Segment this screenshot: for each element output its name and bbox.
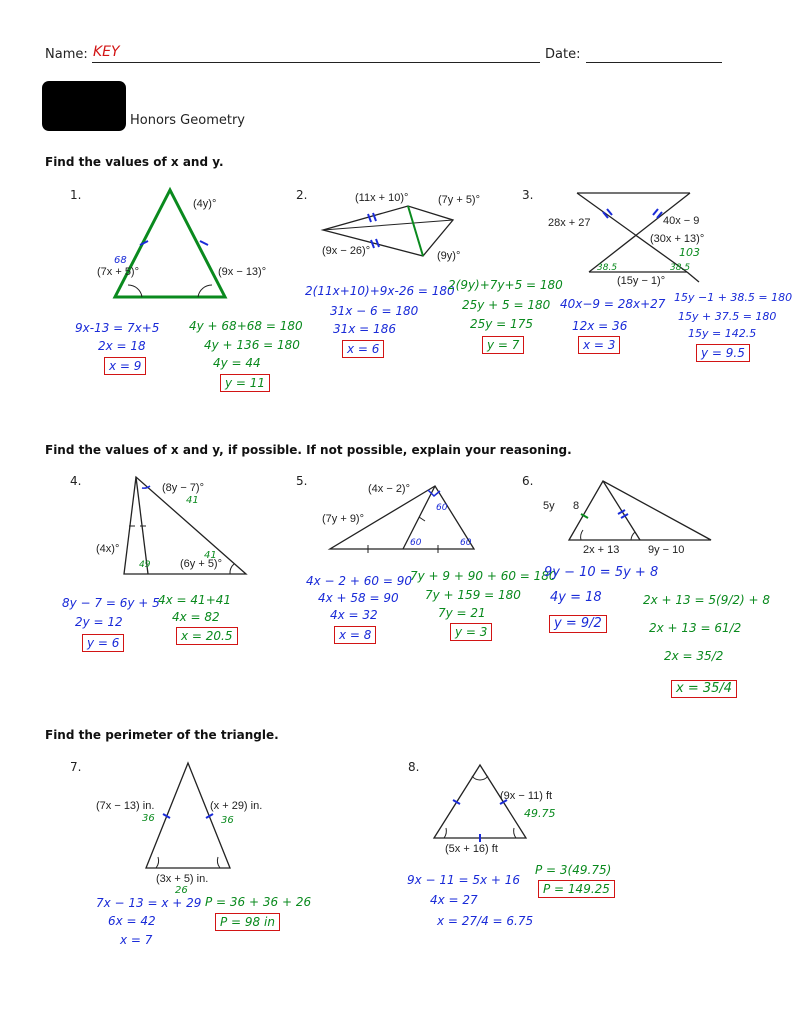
p7-work-perimeter: P = 36 + 36 + 26 bbox=[205, 895, 312, 909]
name-value: KEY bbox=[93, 44, 120, 60]
p3-work-x2: 12x = 36 bbox=[572, 319, 628, 333]
p4-note-41-top: 41 bbox=[186, 495, 199, 506]
date-label: Date: bbox=[545, 47, 581, 62]
p5-work-y1: 7y + 9 + 90 + 60 = 180 bbox=[410, 569, 557, 583]
p5-note-60-mid: 60 bbox=[410, 538, 422, 548]
p1-label-left: (7x + 5)° bbox=[97, 266, 139, 278]
p6-work-x3: 2x = 35/2 bbox=[664, 649, 724, 663]
p1-note-68: 68 bbox=[114, 255, 127, 266]
p4-answer-y: y = 6 bbox=[82, 634, 124, 652]
p4-work-y2: 2y = 12 bbox=[75, 615, 123, 629]
p8-label-right: (9x − 11) ft bbox=[500, 790, 553, 802]
p4-answer-x: x = 20.5 bbox=[176, 627, 238, 645]
p5-work-y2: 7y + 159 = 180 bbox=[425, 588, 521, 602]
p6-label-8: 8 bbox=[573, 500, 580, 512]
p7-work-1: 7x − 13 = x + 29 bbox=[96, 896, 202, 910]
p4-label-right: (6y + 5)° bbox=[180, 558, 222, 570]
p8-work-1: 9x − 11 = 5x + 16 bbox=[407, 873, 521, 887]
p8-note-4975: 49.75 bbox=[524, 807, 556, 820]
p3-work-x1: 40x−9 = 28x+27 bbox=[560, 297, 666, 311]
section-2-heading: Find the values of x and y, if possible. If not possible, explain your reasoning. bbox=[45, 443, 572, 457]
p8-work-3: x = 27/4 = 6.75 bbox=[437, 914, 534, 928]
p3-label-right: 40x − 9 bbox=[663, 215, 700, 227]
p8-answer: P = 149.25 bbox=[538, 880, 615, 898]
p6-cevian bbox=[603, 481, 640, 540]
course-title: Honors Geometry bbox=[130, 113, 245, 128]
p4-number: 4. bbox=[70, 474, 82, 488]
p3-work-y2: 15y + 37.5 = 180 bbox=[678, 310, 777, 323]
p3-label-bottom: (15y − 1)° bbox=[617, 275, 666, 287]
p8-label-bottom: (5x + 16) ft bbox=[445, 843, 498, 855]
p1-arc-right bbox=[198, 285, 212, 297]
p1-label-right: (9x − 13)° bbox=[218, 266, 267, 278]
p3-note-385b: 38.5 bbox=[670, 263, 691, 273]
p7-note-36-left: 36 bbox=[142, 813, 155, 824]
p3-work-y1: 15y −1 + 38.5 = 180 bbox=[674, 291, 792, 304]
p4-label-left: (4x)° bbox=[96, 543, 120, 555]
p2-work-y3: 25y = 175 bbox=[470, 317, 533, 331]
p7-note-36-right: 36 bbox=[221, 815, 234, 826]
p4-label-top: (8y − 7)° bbox=[162, 482, 204, 494]
p7-answer: P = 98 in bbox=[215, 913, 280, 931]
p6-label-bottom-right: 9y − 10 bbox=[648, 544, 685, 556]
p5-answer-x: x = 8 bbox=[334, 626, 376, 644]
p5-work-x1: 4x − 2 + 60 = 90 bbox=[306, 574, 412, 588]
p6-label-5y: 5y bbox=[543, 500, 555, 512]
p6-answer-y: y = 9/2 bbox=[549, 615, 607, 633]
p7-label-bottom: (3x + 5) in. bbox=[156, 873, 209, 885]
p6-work-y2: 4y = 18 bbox=[550, 590, 602, 605]
redacted-block bbox=[42, 81, 126, 131]
p8-work-perimeter: P = 3(49.75) bbox=[535, 863, 612, 877]
p8-number: 8. bbox=[408, 760, 420, 774]
p4-work-x2: 4x = 82 bbox=[172, 610, 220, 624]
p7-work-3: x = 7 bbox=[120, 933, 153, 947]
p1-triangle-figure bbox=[80, 185, 280, 305]
name-label: Name: bbox=[45, 47, 88, 62]
p2-work-x1: 2(11x+10)+9x-26 = 180 bbox=[305, 284, 455, 298]
p6-label-bottom-left: 2x + 13 bbox=[583, 544, 620, 556]
p6-work-y1: 9y − 10 = 5y + 8 bbox=[544, 565, 659, 580]
p3-answer-x: x = 3 bbox=[578, 336, 620, 354]
p1-work-y2: 4y + 136 = 180 bbox=[204, 338, 300, 352]
p2-label-bottom-right: (9y)° bbox=[437, 250, 461, 262]
p5-answer-y: y = 3 bbox=[450, 623, 492, 641]
p1-tick-right bbox=[200, 241, 208, 245]
p3-note-103: 103 bbox=[679, 246, 700, 259]
p4-work-x1: 4x = 41+41 bbox=[158, 593, 232, 607]
p2-work-x3: 31x = 186 bbox=[333, 322, 396, 336]
section-3-heading: Find the perimeter of the triangle. bbox=[45, 728, 279, 742]
p1-work-x1: 9x-13 = 7x+5 bbox=[75, 321, 160, 335]
p5-note-60-right: 60 bbox=[460, 538, 472, 548]
p3-note-385a: 38.5 bbox=[597, 263, 618, 273]
p4-work-y1: 8y − 7 = 6y + 5 bbox=[62, 596, 160, 610]
p5-work-x3: 4x = 32 bbox=[330, 608, 378, 622]
p1-answer-y: y = 11 bbox=[220, 374, 270, 392]
p5-number: 5. bbox=[296, 474, 308, 488]
p7-note-26: 26 bbox=[175, 885, 188, 896]
p2-answer-y: y = 7 bbox=[482, 336, 524, 354]
p2-work-y2: 25y + 5 = 180 bbox=[462, 298, 551, 312]
p8-work-2: 4x = 27 bbox=[430, 893, 478, 907]
p3-label-angle: (30x + 13)° bbox=[650, 233, 705, 245]
p6-answer-x: x = 35/4 bbox=[671, 680, 737, 698]
p5-label-left: (7y + 9)° bbox=[322, 513, 364, 525]
p6-triangle-figure bbox=[565, 478, 715, 543]
p5-work-x2: 4x + 58 = 90 bbox=[318, 591, 399, 605]
p2-label-top-left: (11x + 10)° bbox=[355, 192, 409, 204]
p2-answer-x: x = 6 bbox=[342, 340, 384, 358]
p3-label-left: 28x + 27 bbox=[548, 217, 591, 229]
p6-work-x1: 2x + 13 = 5(9/2) + 8 bbox=[643, 593, 771, 607]
p2-work-y1: 2(9y)+7y+5 = 180 bbox=[448, 278, 563, 292]
p5-note-60-top: 60 bbox=[436, 503, 448, 513]
p7-label-left: (7x − 13) in. bbox=[96, 800, 155, 812]
p2-work-x2: 31x − 6 = 180 bbox=[330, 304, 419, 318]
p2-label-top-right: (7y + 5)° bbox=[438, 194, 480, 206]
name-line bbox=[92, 62, 540, 63]
p2-label-bottom-left: (9x − 26)° bbox=[322, 245, 371, 257]
p3-answer-y: y = 9.5 bbox=[696, 344, 750, 362]
p5-label-top: (4x − 2)° bbox=[368, 483, 410, 495]
p6-number: 6. bbox=[522, 474, 534, 488]
p2-diagonal-2 bbox=[408, 206, 423, 256]
p4-note-49: 49 bbox=[139, 560, 151, 570]
p7-number: 7. bbox=[70, 760, 82, 774]
p1-arc-left bbox=[128, 285, 142, 297]
p3-number: 3. bbox=[522, 188, 534, 202]
p7-label-right: (x + 29) in. bbox=[210, 800, 263, 812]
p1-work-y1: 4y + 68+68 = 180 bbox=[189, 319, 303, 333]
p1-label-top: (4y)° bbox=[193, 198, 217, 210]
p8-triangle-figure bbox=[430, 762, 530, 842]
date-line bbox=[586, 62, 722, 63]
p1-work-y3: 4y = 44 bbox=[213, 356, 261, 370]
p4-note-41-right: 41 bbox=[204, 550, 217, 561]
p7-work-2: 6x = 42 bbox=[108, 914, 156, 928]
section-1-heading: Find the values of x and y. bbox=[45, 155, 224, 169]
p6-work-x2: 2x + 13 = 61/2 bbox=[649, 621, 742, 635]
p1-number: 1. bbox=[70, 188, 82, 202]
p5-work-y3: 7y = 21 bbox=[438, 606, 486, 620]
p1-work-x2: 2x = 18 bbox=[98, 339, 146, 353]
p3-work-y3: 15y = 142.5 bbox=[688, 327, 757, 340]
p2-number: 2. bbox=[296, 188, 308, 202]
p1-answer-x: x = 9 bbox=[104, 357, 146, 375]
